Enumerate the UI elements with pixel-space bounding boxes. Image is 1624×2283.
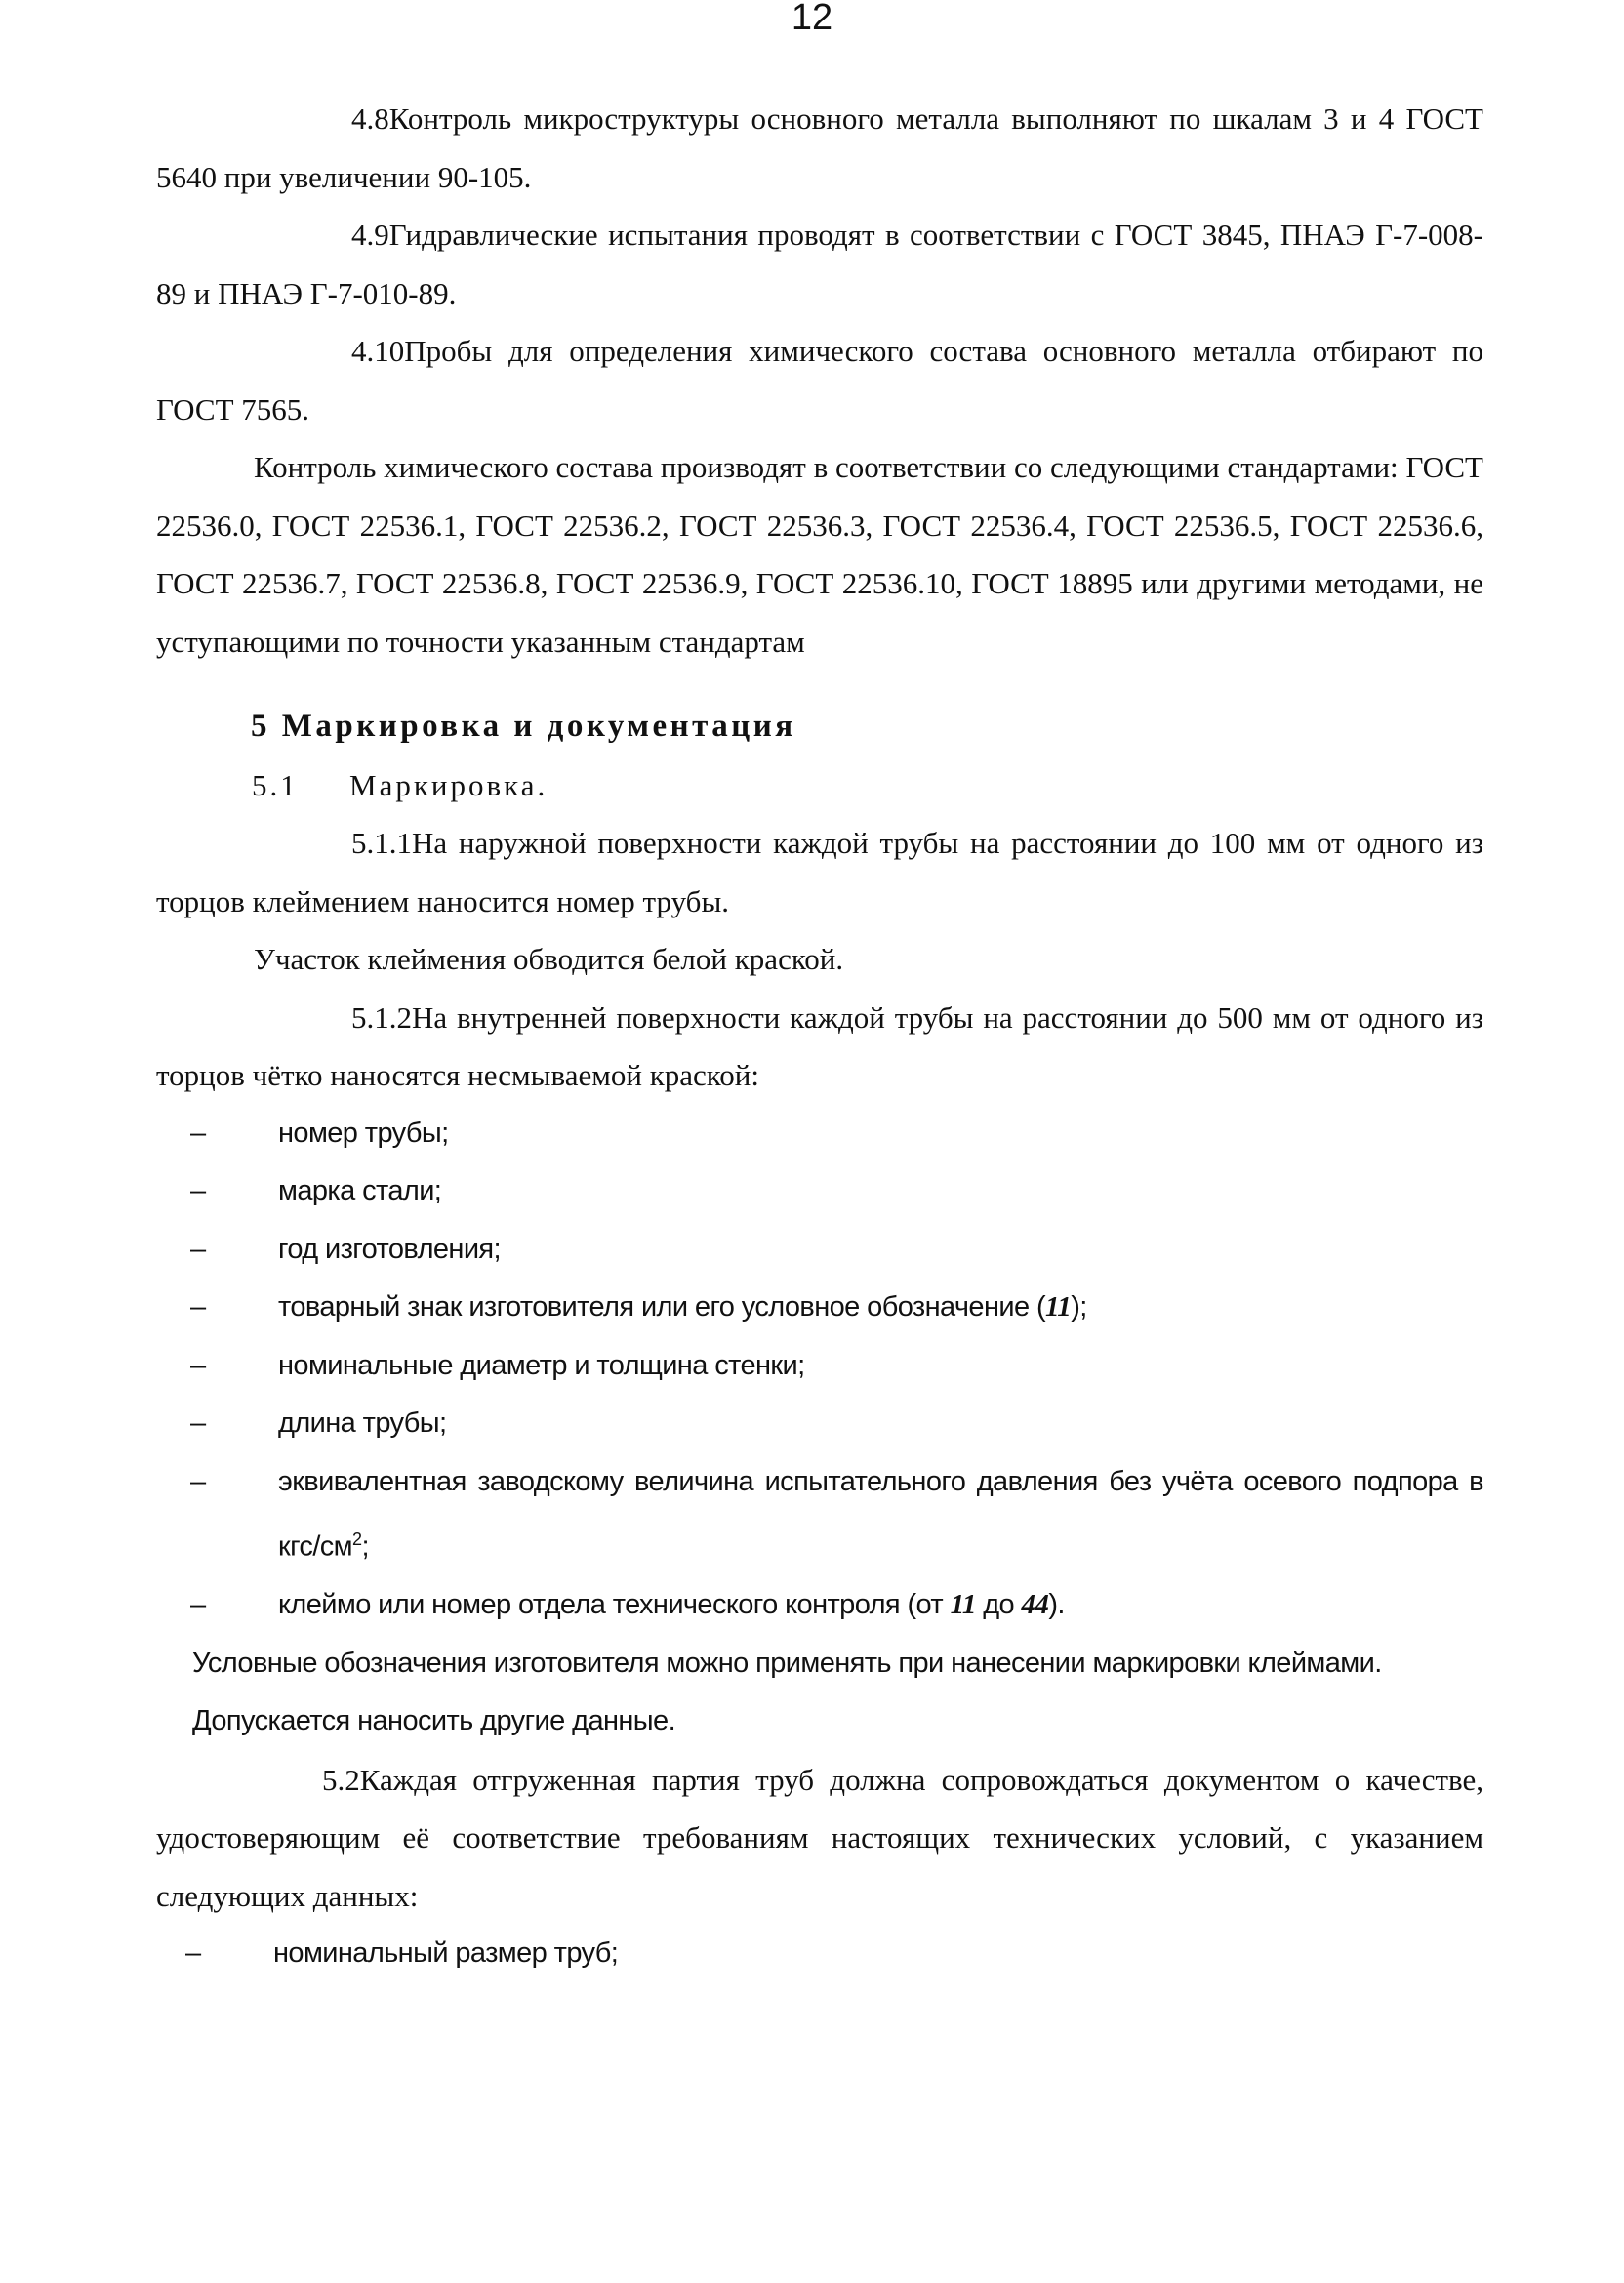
marking-list [156,1105,1483,1635]
clause-number: 5.1.1 [351,826,412,860]
list-item [190,1395,1483,1453]
list-item-text: до [975,1589,1022,1621]
list-item-text: товарный знак изготовителя или его условное обозначение ( [278,1291,1045,1323]
list-item-text: номинальные диаметр и толщина стенки; [278,1349,805,1381]
paragraph-4-9 [156,206,1483,322]
dash-bullet: – [190,1291,206,1323]
list-item-text: ); [1071,1291,1087,1323]
list-item-text: длина трубы; [278,1407,447,1439]
list-item [190,1105,1483,1163]
clause-text: Гидравлические испытания проводят в соответствии с ГОСТ 3845, ПНАЭ Г-7-008-89 и ПНАЭ Г-7-010-89. [156,218,1483,310]
list-item-text: марка стали; [278,1175,442,1206]
list-item [190,1337,1483,1396]
dash-bullet: – [190,1589,206,1621]
subsection-title: Маркировка. [349,767,548,802]
code-to: 44 [1021,1589,1049,1621]
paragraph-stamp-area: Участок клеймения обводится белой краской. [254,942,844,976]
list-item-text: ; [361,1530,369,1563]
clause-number: 5.1.2 [351,999,412,1035]
dash-bullet: – [190,1349,206,1381]
document-data-list [156,1925,1483,1983]
dash-bullet: – [190,1465,206,1497]
list-item [185,1925,1483,1983]
clause-number: 4.9 [351,218,389,252]
manufacturer-code: 11 [1045,1291,1072,1323]
dash-bullet: – [190,1233,206,1265]
code-from: 11 [950,1589,976,1621]
list-item [190,1453,1483,1577]
list-item [190,1279,1483,1337]
paragraph-4-8 [156,90,1483,206]
clause-text: Каждая отгруженная партия труб должна сопровождаться документом о качестве, удостоверяющим её соответствие требованиям настоящих технических условий, с указанием следующих данных: [156,1762,1483,1913]
section-heading: 5 Маркировка и документация [251,709,796,744]
paragraph-5-1-1 [156,814,1483,930]
clause-number: 5.2 [322,1762,360,1797]
clause-number: 4.8 [351,102,389,136]
page-number: 12 [791,0,833,38]
list-item-text: ). [1048,1589,1065,1621]
clause-number: 4.10 [351,334,405,368]
superscript: 2 [352,1529,362,1549]
paragraph-other-data: Допускается наносить другие данные. [192,1705,676,1737]
dash-bullet: – [190,1117,206,1149]
list-item-text: эквивалентная заводскому величина испытательного давления без учёта осевого подпора в кгс/см [278,1465,1483,1563]
list-item [190,1221,1483,1280]
paragraph-chemical-control: Контроль химического состава производят в соответствии со следующими стандартами: ГОСТ 22536.0, ГОСТ 22536.1, ГОСТ 22536.2, ГОСТ 22536.3, ГОСТ 22536.4, ГОСТ 22536.5, ГОСТ 22536.6, ГОСТ 22536.7, ГОСТ 22536.8, ГОСТ 22536.9, ГОСТ 22536.10, ГОСТ 18895 или другими методами, не уступающими по точности указанным стандартам [156,450,1483,659]
dash-bullet: – [190,1175,206,1206]
dash-bullet: – [185,1937,201,1970]
dash-bullet: – [190,1407,206,1439]
list-item-text: номер трубы; [278,1117,449,1149]
list-item [190,1162,1483,1221]
paragraph-4-10 [156,322,1483,438]
clause-text: На наружной поверхности каждой трубы на расстоянии до 100 мм от одного из торцов клеймением наносится номер трубы. [156,826,1483,918]
paragraph-5-1-2 [156,989,1483,1105]
document-body [156,90,1483,1983]
list-item-text: номинальный размер труб; [273,1937,619,1970]
clause-text: Пробы для определения химического состава основного металла отбирают по ГОСТ 7565. [156,334,1483,427]
clause-text: На внутренней поверхности каждой трубы на расстоянии до 500 мм от одного из торцов чётко наносятся несмываемой краской: [156,999,1483,1092]
subsection-heading [252,756,1483,815]
clause-text: Контроль микроструктуры основного металла выполняют по шкалам 3 и 4 ГОСТ 5640 при увеличении 90-105. [156,102,1483,194]
clause-number: 5.1 [252,767,299,802]
list-item-text: год изготовления; [278,1233,501,1265]
list-item-text: клеймо или номер отдела технического контроля (от [278,1589,951,1621]
paragraph-conventional-marks: Условные обозначения изготовителя можно применять при нанесении маркировки клеймами. [192,1647,1382,1679]
list-item [190,1576,1483,1635]
paragraph-5-2 [156,1751,1483,1926]
